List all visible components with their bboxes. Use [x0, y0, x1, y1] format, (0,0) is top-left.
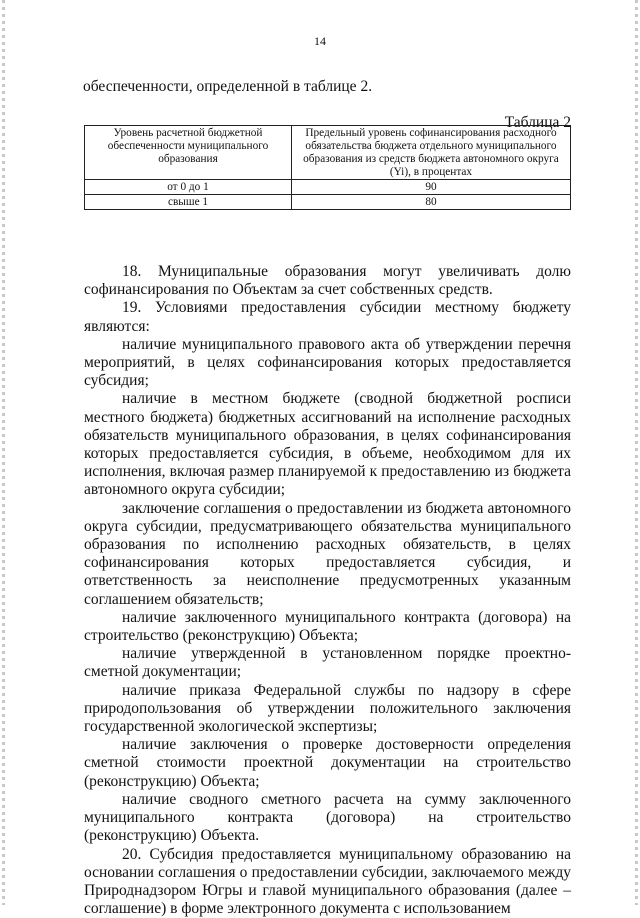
table-header-row — [85, 126, 571, 180]
scan-edge-left — [2, 0, 5, 905]
paragraph: заключение соглашения о предоставлении из бюджета автономного округа субсидии, предусматривающего обязательства муниципального образования по исполнению расходных обязательств, в целях софинансирования которых предоставляется субсидия, и ответственность за неисполнение предусмотренных указанным соглашением обязательств; — [84, 500, 571, 609]
paragraph: наличие приказа Федеральной службы по надзору в сфере природопользования об утверждении положительного заключения государственной экологической экспертизы; — [84, 682, 571, 737]
paragraph: наличие сводного сметного расчета на сумму заключенного муниципального контракта (договора) на строительство (реконструкцию) Объекта. — [84, 791, 571, 846]
table-row — [85, 180, 571, 195]
lead-line: обеспеченности, определенной в таблице 2. — [83, 78, 372, 96]
page-number: 14 — [0, 34, 640, 49]
table-header-cell: Предельный уровень софинансирования расходного обязательства бюджета отдельного муниципального образования из средств бюджета автономного округа (Yi), в процентах — [292, 126, 571, 180]
table-cell: 90 — [292, 180, 571, 195]
table-cell: от 0 до 1 — [85, 180, 292, 195]
paragraph: 18. Муниципальные образования могут увеличивать долю софинансирования по Объектам за счет собственных средств. — [84, 263, 571, 299]
table-cell: свыше 1 — [85, 195, 292, 210]
paragraph: наличие утвержденной в установленном порядке проектно-сметной документации; — [84, 645, 571, 681]
subsidy-level-table — [84, 125, 571, 210]
table-cell: 80 — [292, 195, 571, 210]
paragraph: наличие заключенного муниципального контракта (договора) на строительство (реконструкцию) Объекта; — [84, 609, 571, 645]
table-caption: Таблица 2 — [505, 114, 571, 132]
paragraph: наличие заключения о проверке достоверности определения сметной стоимости проектной документации на строительство (реконструкцию) Объекта; — [84, 736, 571, 791]
scan-edge-right — [635, 0, 638, 905]
body-text — [84, 263, 571, 918]
paragraph: 19. Условиями предоставления субсидии местному бюджету являются: — [84, 299, 571, 335]
table-header-cell: Уровень расчетной бюджетной обеспеченности муниципального образования — [85, 126, 292, 180]
table-row — [85, 195, 571, 210]
paragraph: наличие в местном бюджете (сводной бюджетной росписи местного бюджета) бюджетных ассигнований на исполнение расходных обязательств муниципального образования, в целях софинансирования которых предоставляется субсидия, в объеме, необходимом для их исполнения, включая размер планируемой к предоставлению из бюджета автономного округа субсидии; — [84, 390, 571, 499]
paragraph: 20. Субсидия предоставляется муниципальному образованию на основании соглашения о предоставлении субсидии, заключаемого между Природнадзором Югры и главой муниципального образования (далее – соглашение) в форме электронного документа с использованием — [84, 846, 571, 918]
paragraph: наличие муниципального правового акта об утверждении перечня мероприятий, в целях софинансирования которых предоставляется субсидия; — [84, 336, 571, 391]
